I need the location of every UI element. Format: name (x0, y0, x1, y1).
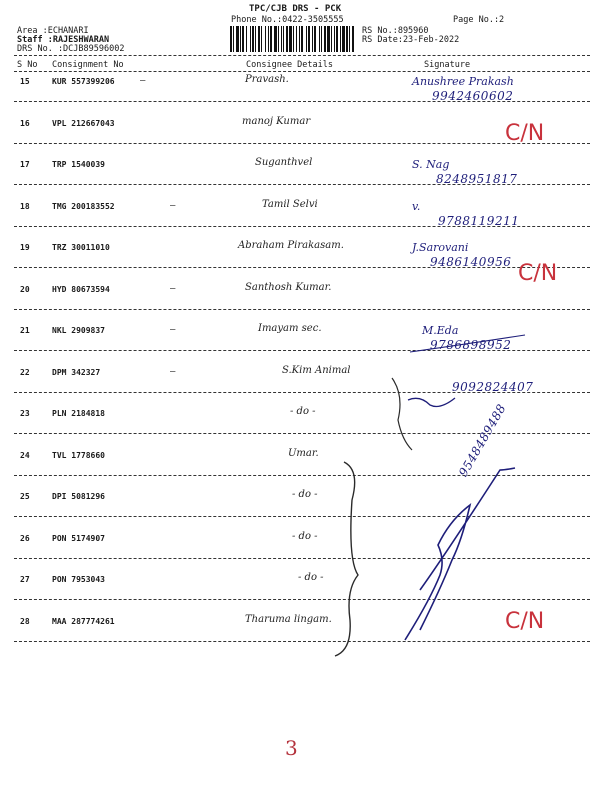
row-signature: Anushree Prakash (412, 75, 514, 88)
row-dash: — (170, 283, 176, 294)
row-consignment-no: PLN 2184818 (52, 409, 105, 418)
row-consignee-handwritten: Abraham Pirakasam. (238, 240, 344, 251)
row-sno: 22 (20, 367, 30, 377)
row-sno: 16 (20, 118, 30, 128)
row-signature: J.Sarovani (412, 241, 469, 254)
row-sno: 26 (20, 533, 30, 543)
row-consignee-handwritten: Tamil Selvi (262, 198, 318, 210)
row-consignment-no: PON 7953043 (52, 575, 105, 584)
rs-date: RS Date:23-Feb-2022 (362, 35, 460, 45)
row-phone-number: 9486140956 (430, 255, 512, 269)
row-consignment-no: VPL 212667043 (52, 118, 115, 128)
row-dash: — (170, 325, 176, 335)
cn-mark: C/N (505, 120, 545, 146)
row-sno: 15 (20, 77, 30, 86)
row-consignment-no: TRZ 30011010 (52, 243, 110, 252)
row-phone-number: 8248951817 (436, 172, 518, 186)
row-phone-number: 9548489488 (456, 401, 509, 479)
col-consignment: Consignment No (52, 60, 124, 70)
row-sno: 25 (20, 492, 30, 501)
row-sno: 17 (20, 160, 30, 169)
row-signature: S. Nag (412, 158, 450, 171)
row-consignee-handwritten: - do - (292, 530, 318, 542)
page-mark: 3 (285, 736, 298, 760)
row-consignment-no: DPI 5081296 (52, 492, 105, 501)
row-consignment-no: NKL 2909837 (52, 326, 105, 335)
row-sno: 23 (20, 409, 30, 418)
staff-label: Staff :RAJESHWARAN (17, 35, 110, 45)
row-consignee-handwritten: manoj Kumar (242, 115, 311, 127)
row-consignee-handwritten: Imayam sec. (258, 323, 322, 334)
row-sno: 27 (20, 575, 30, 584)
row-phone-number: 9788119211 (438, 213, 520, 228)
row-consignee-handwritten: Pravash. (245, 74, 289, 85)
row-phone-number: 9092824407 (452, 379, 534, 394)
row-sno: 20 (20, 284, 30, 294)
row-consignee-handwritten: Umar. (288, 447, 319, 459)
row-dash: — (170, 200, 176, 211)
phone-number: Phone No.:0422-3505555 (231, 15, 344, 25)
row-sno: 18 (20, 201, 30, 211)
rs-number: RS No.:895960 (362, 26, 429, 36)
row-dash: — (170, 366, 176, 377)
row-sno: 21 (20, 326, 30, 335)
row-consignee-handwritten: Suganthvel (255, 157, 313, 168)
row-sno: 24 (20, 450, 30, 460)
row-consignment-no: MAA 287774261 (52, 616, 115, 626)
cn-mark: C/N (505, 608, 545, 634)
row-dash: — (140, 76, 146, 86)
row-consignment-no: PON 5174907 (52, 533, 105, 543)
row-consignee-handwritten: - do - (292, 489, 318, 500)
row-consignee-handwritten: Santhosh Kumar. (245, 281, 332, 293)
row-phone-number: 9942460602 (432, 89, 514, 103)
row-consignment-no: HYD 80673594 (52, 284, 110, 294)
area-label: Area :ECHANARI (17, 26, 89, 36)
row-sno: 19 (20, 243, 30, 252)
row-consignment-no: TRP 1540039 (52, 160, 105, 169)
brace-stroke (335, 462, 358, 656)
col-consignee: Consignee Details (246, 60, 333, 70)
row-signature: v. (412, 199, 421, 213)
row-phone-number: 9786898952 (430, 338, 512, 352)
row-consignee-handwritten: - do - (290, 406, 316, 417)
col-sno: S No (17, 60, 38, 70)
row-signature: M.Eda (422, 324, 459, 337)
row-consignment-no: KUR 557399206 (52, 77, 115, 86)
cn-mark: C/N (518, 260, 558, 286)
document-title: TPC/CJB DRS - PCK (249, 4, 342, 14)
row-consignee-handwritten: Tharuma lingam. (245, 613, 332, 625)
strike-line (410, 335, 525, 352)
bracket-stroke (392, 378, 412, 450)
row-sno: 28 (20, 616, 30, 626)
row-consignment-no: TMG 200183552 (52, 201, 115, 211)
row-consignment-no: TVL 1778660 (52, 450, 105, 460)
row-consignee-handwritten: - do - (298, 572, 324, 583)
row-consignee-handwritten: S.Kim Animal (282, 364, 351, 376)
col-signature: Signature (424, 60, 471, 70)
signature-scribble-2 (408, 398, 455, 406)
drs-number: DRS No. :DCJB89596002 (17, 44, 125, 54)
row-consignment-no: DPM 342327 (52, 367, 101, 377)
signature-scribble (405, 468, 515, 640)
page-number: Page No.:2 (453, 15, 505, 25)
